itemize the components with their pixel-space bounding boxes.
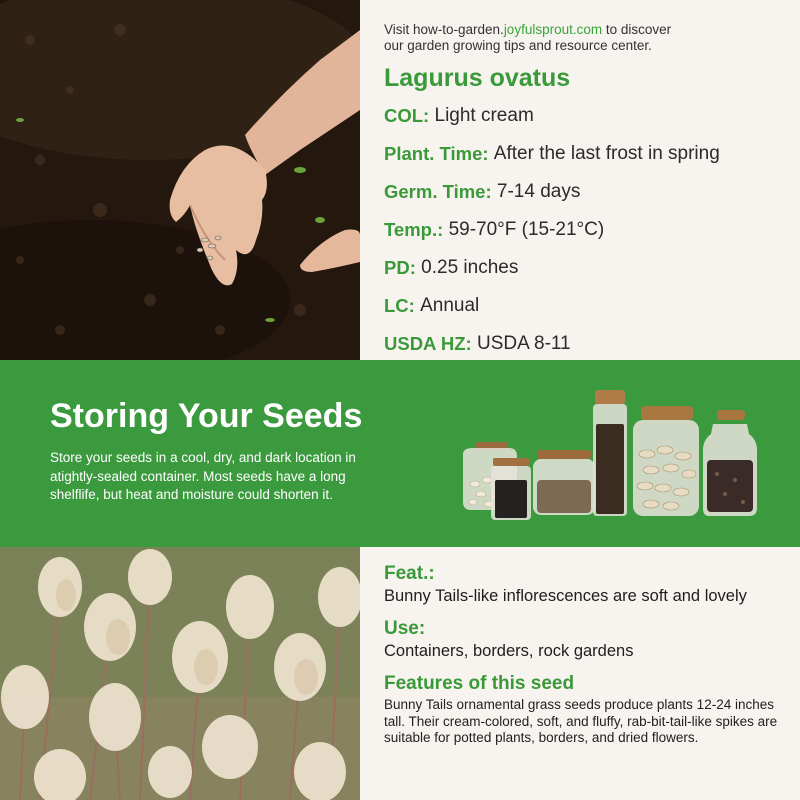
plant-info-panel	[360, 0, 800, 360]
storing-title: Storing Your Seeds	[50, 397, 363, 435]
spec-life-cycle: LC: Annual	[384, 295, 480, 316]
storing-text: Store your seeds in a cool, dry, and dark location in atightly-sealed container. Most seeds have a long shelflife, but heat and moisture could shorten it.	[50, 450, 356, 502]
seed-jars-illustration	[455, 384, 765, 529]
bottom-section	[0, 547, 800, 800]
spec-germination-time: Germ. Time: 7-14 days	[384, 181, 581, 202]
features-panel	[360, 547, 800, 800]
spec-color: COL: Light cream	[384, 105, 534, 126]
storing-seeds-band	[0, 360, 800, 547]
use-label: Use:	[384, 618, 426, 639]
feat-text: Bunny Tails-like inflorescences are soft and lovely	[384, 587, 747, 605]
spec-usda-zone: USDA HZ: USDA 8-11	[384, 333, 571, 354]
top-section	[0, 0, 800, 360]
feat-label: Feat.:	[384, 563, 435, 584]
bunny-tail-grass-photo	[0, 547, 360, 800]
seed-features-text: Bunny Tails ornamental grass seeds produce plants 12-24 inches tall. Their cream-colored, soft, and fluffy, rab-bit-tail-like spikes are suitable for potted plants, borders, and dried flowers.	[384, 697, 778, 745]
plant-name-heading: Lagurus ovatus	[384, 64, 571, 92]
soil-hand-photo	[0, 0, 360, 360]
visit-text: Visit how-to-garden.joyfulsprout.com to discover our garden growing tips and resource center.	[384, 22, 672, 53]
spec-planting-depth: PD: 0.25 inches	[384, 257, 519, 278]
spec-temperature: Temp.: 59-70°F (15-21°C)	[384, 219, 605, 240]
spec-planting-time: Plant. Time: After the last frost in spring	[384, 143, 720, 164]
use-text: Containers, borders, rock gardens	[384, 642, 634, 660]
site-link[interactable]: joyfulsprout.com	[503, 22, 603, 37]
seed-features-label: Features of this seed	[384, 673, 575, 694]
